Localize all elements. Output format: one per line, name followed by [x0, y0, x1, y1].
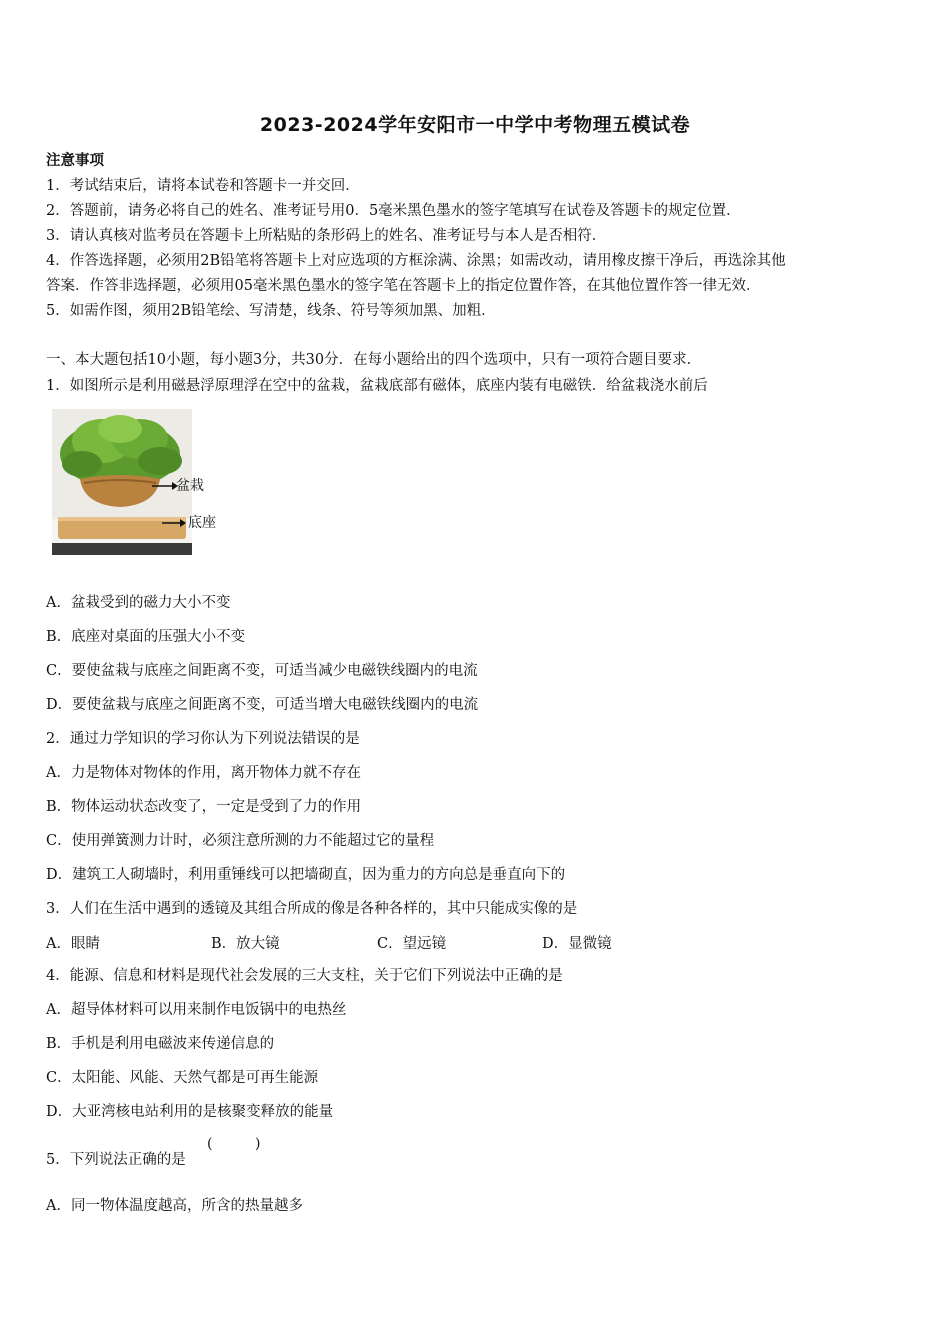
answer-option: C．使用弹簧测力计时，必须注意所测的力不能超过它的量程 — [46, 833, 435, 849]
question-stem: 4．能源、信息和材料是现代社会发展的三大支柱，关于它们下列说法中正确的是 — [46, 968, 563, 984]
answer-blank-open: ( — [207, 1136, 213, 1152]
section-heading: 一、本大题包括10小题，每小题3分，共30分．在每小题给出的四个选项中，只有一项符合题目要求． — [46, 352, 702, 368]
answer-option: D．显微镜 — [542, 936, 612, 952]
answer-option: A．眼睛 — [46, 936, 100, 952]
answer-option: B．放大镜 — [211, 936, 280, 952]
answer-option: C．要使盆栽与底座之间距离不变，可适当减少电磁铁线圈内的电流 — [46, 663, 478, 679]
answer-blank-close: ) — [255, 1136, 261, 1152]
notice-item: 5．如需作图，须用2B铅笔绘、写清楚，线条、符号等须加黑、加粗． — [46, 303, 496, 319]
figure-label-pot: 盆栽 — [176, 478, 204, 494]
answer-option: A．力是物体对物体的作用，离开物体力就不存在 — [46, 765, 361, 781]
answer-option: A．超导体材料可以用来制作电饭锅中的电热丝 — [46, 1002, 347, 1018]
levitating-planter-figure — [52, 409, 192, 555]
notice-item: 答案．作答非选择题，必须用05毫米黑色墨水的签字笔在答题卡上的指定位置作答，在其他位置作答一律无效． — [46, 278, 761, 294]
answer-option: C．太阳能、风能、天然气都是可再生能源 — [46, 1070, 319, 1086]
notice-item: 2．答题前，请务必将自己的姓名、准考证号用0．5毫米黑色墨水的签字笔填写在试卷及答题卡的规定位置． — [46, 203, 741, 219]
answer-option: B．手机是利用电磁波来传递信息的 — [46, 1036, 275, 1052]
notice-item: 3．请认真核对监考员在答题卡上所粘贴的条形码上的姓名、准考证号与本人是否相符． — [46, 228, 607, 244]
answer-option: D．大亚湾核电站利用的是核聚变释放的能量 — [46, 1104, 334, 1120]
answer-options-row — [46, 932, 746, 952]
answer-option: C．望远镜 — [377, 936, 447, 952]
notice-item: 1．考试结束后，请将本试卷和答题卡一并交回． — [46, 178, 360, 194]
answer-option: B．物体运动状态改变了，一定是受到了力的作用 — [46, 799, 362, 815]
question-stem: 2．通过力学知识的学习你认为下列说法错误的是 — [46, 731, 360, 747]
question-stem: 1．如图所示是利用磁悬浮原理浮在空中的盆栽，盆栽底部有磁体，底座内装有电磁铁．给盆栽浇水前后 — [46, 378, 708, 394]
page-title: 2023-2024学年安阳市一中学中考物理五模试卷 — [259, 114, 691, 136]
answer-option: B．底座对桌面的压强大小不变 — [46, 629, 246, 645]
notice-item: 4．作答选择题，必须用2B铅笔将答题卡上对应选项的方框涂满、涂黑；如需改动，请用橡皮擦干净后，再选涂其他 — [46, 253, 786, 269]
figure-label-base: 底座 — [188, 515, 216, 531]
question-stem: 3．人们在生活中遇到的透镜及其组合所成的像是各种各样的，其中只能成实像的是 — [46, 901, 578, 917]
answer-option: A．盆栽受到的磁力大小不变 — [46, 595, 231, 611]
question-stem: 5．下列说法正确的是 — [46, 1152, 186, 1168]
answer-option: D．要使盆栽与底座之间距离不变，可适当增大电磁铁线圈内的电流 — [46, 697, 479, 713]
answer-option: D．建筑工人砌墙时，利用重锤线可以把墙砌直，因为重力的方向总是垂直向下的 — [46, 867, 566, 883]
notice-heading: 注意事项 — [46, 152, 104, 169]
answer-option: A．同一物体温度越高，所含的热量越多 — [46, 1198, 303, 1214]
